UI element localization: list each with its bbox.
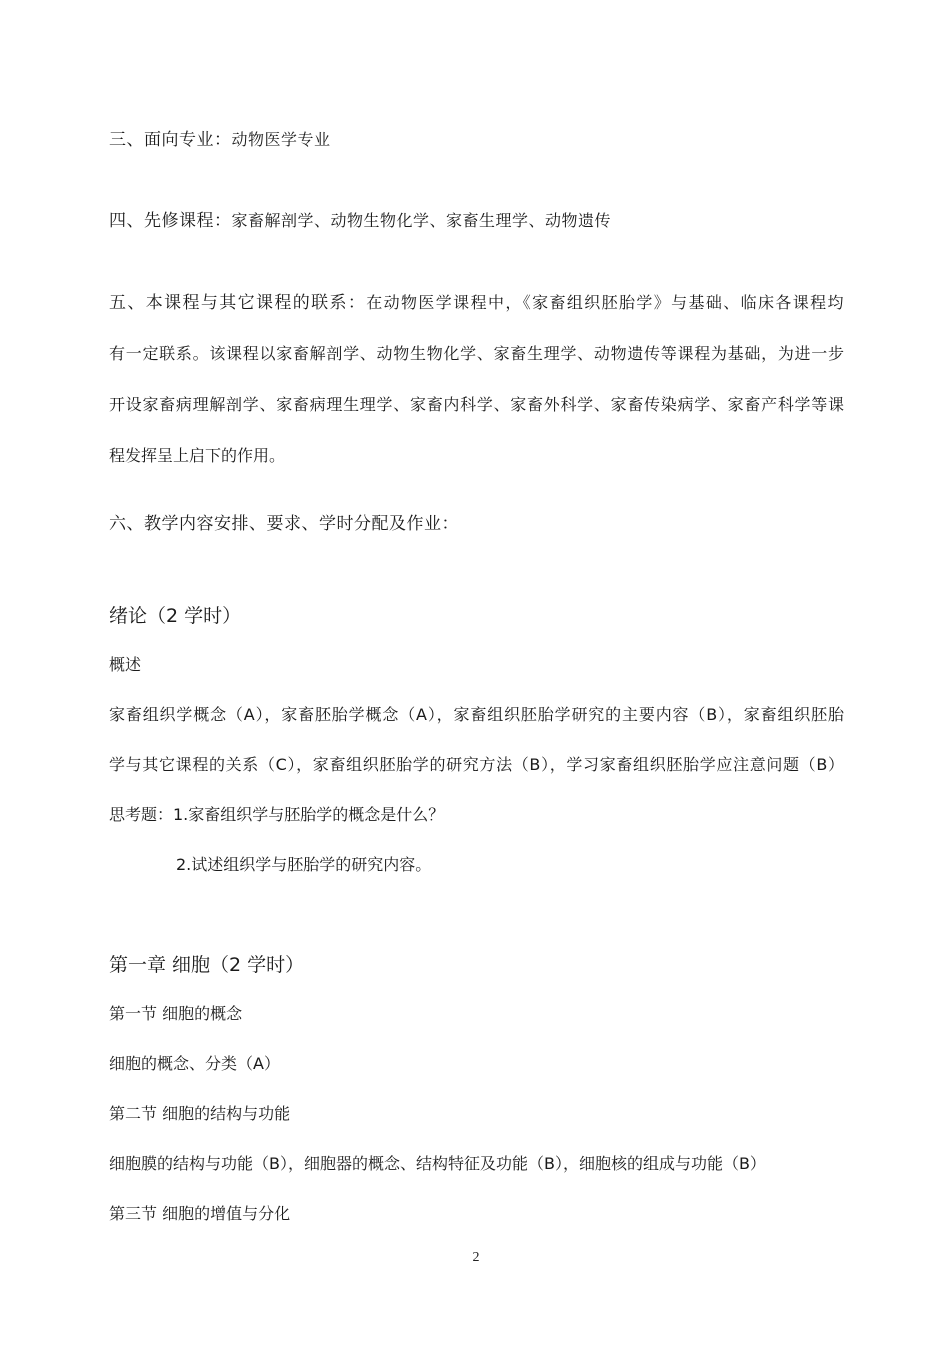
section-5-line-2: 有一定联系。该课程以家畜解剖学、动物生物化学、家畜生理学、动物遗传等课程为基础，为进一步 [109,344,844,363]
chapter-1-section-1-content: 细胞的概念、分类（A） [109,1054,280,1073]
section-4-value: 家畜解剖学、动物生物化学、家畜生理学、动物遗传 [231,211,612,230]
intro-content-line-1: 家畜组织学概念（A），家畜胚胎学概念（A），家畜组织胚胎学研究的主要内容（B），家畜组织胚胎 [109,705,844,724]
section-5-line-3: 开设家畜病理解剖学、家畜病理生理学、家畜内科学、家畜外科学、家畜传染病学、家畜产科学等课 [109,395,844,414]
section-3-title: 三、面向专业： [109,130,232,150]
page-number: 2 [472,1250,480,1265]
section-6-title: 六、教学内容安排、要求、学时分配及作业： [109,514,459,534]
chapter-1-section-2-title: 第二节 细胞的结构与功能 [109,1104,291,1123]
section-5-title: 五、本课程与其它课程的联系： [109,293,367,313]
section-5-line-4: 程发挥呈上启下的作用。 [109,446,286,465]
intro-question-2: 2.试述组织学与胚胎学的研究内容。 [176,855,432,874]
section-5-text-1: 在动物医学课程中，《家畜组织胚胎学》与基础、临床各课程均 [366,293,844,312]
chapter-1-title: 第一章 细胞（2 学时） [109,954,305,976]
section-5-line-1 [109,293,844,313]
section-4 [109,211,611,231]
intro-subtitle: 概述 [109,655,142,674]
chapter-1-section-2-content: 细胞膜的结构与功能（B），细胞器的概念、结构特征及功能（B），细胞核的组成与功能（B） [109,1154,766,1173]
section-3 [109,130,331,150]
section-3-value: 动物医学专业 [231,130,331,149]
intro-content-line-2: 学与其它课程的关系（C），家畜组织胚胎学的研究方法（B），学习家畜组织胚胎学应注意问题（B） [109,755,844,774]
intro-question-1: 思考题：1.家畜组织学与胚胎学的概念是什么？ [109,805,445,824]
chapter-1-section-1-title: 第一节 细胞的概念 [109,1004,243,1023]
section-4-title: 四、先修课程： [109,211,232,231]
intro-title: 绪论（2 学时） [109,605,242,627]
chapter-1-section-3-title: 第三节 细胞的增值与分化 [109,1204,291,1223]
